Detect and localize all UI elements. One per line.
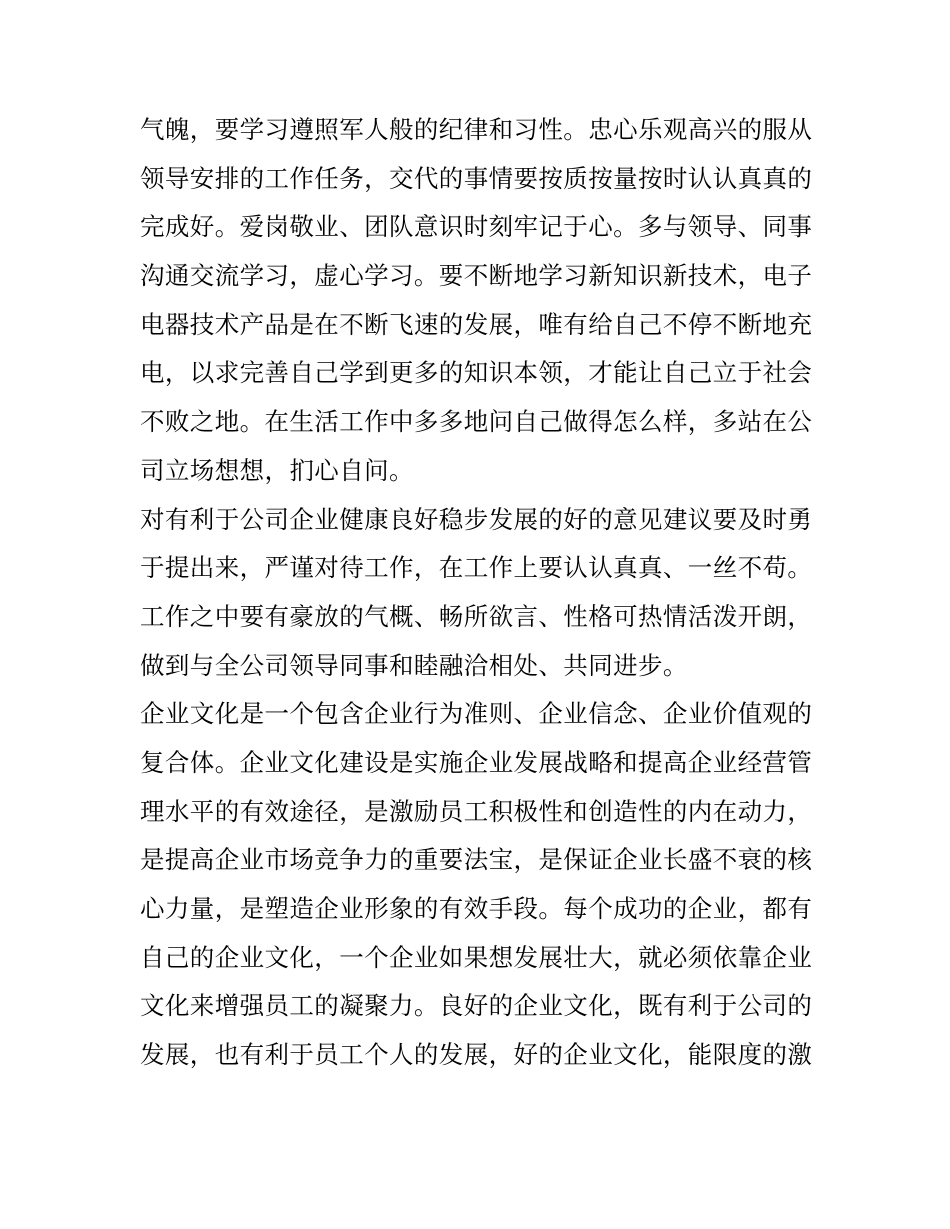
text-line: 自己的企业文化，一个企业如果想发展壮大，就必须依靠企业 (140, 942, 813, 972)
text-line: 司立场想想，扪心自问。 (140, 455, 414, 485)
text-line: 完成好。爱岗敬业、团队意识时刻牢记于心。多与领导、同事 (140, 212, 813, 242)
text-line: 文化来增强员工的凝聚力。良好的企业文化，既有利于公司的 (140, 991, 813, 1021)
text-line: 工作之中要有豪放的气概、畅所欲言、性格可热情活泼开朗， (140, 601, 813, 631)
text-line: 企业文化是一个包含企业行为准则、企业信念、企业价值观的 (140, 699, 813, 729)
text-line: 气魄，要学习遵照军人般的纪律和习性。忠心乐观高兴的服从 (140, 115, 813, 144)
text-line: 于提出来，严谨对待工作，在工作上要认认真真、一丝不苟。 (140, 553, 813, 583)
text-line: 心力量，是塑造企业形象的有效手段。每个成功的企业，都有 (140, 894, 813, 923)
text-line: 沟通交流学习，虚心学习。要不断地学习新知识新技术，电子 (140, 261, 813, 291)
text-line: 对有利于公司企业健康良好稳步发展的好的意见建议要及时勇 (140, 504, 813, 534)
text-line: 电器技术产品是在不断飞速的发展，唯有给自己不停不断地充 (140, 309, 813, 339)
text-line: 发展，也有利于员工个人的发展，好的企业文化，能限度的激 (140, 1040, 813, 1070)
text-line: 电，以求完善自己学到更多的知识本领，才能让自己立于社会 (140, 358, 813, 388)
body-text (140, 106, 820, 1080)
text-line: 理水平的有效途径，是激励员工积极性和创造性的内在动力， (140, 796, 813, 826)
text-line: 不败之地。在生活工作中多多地问自己做得怎么样，多站在公 (140, 407, 813, 437)
text-line: 复合体。企业文化建设是实施企业发展战略和提高企业经营管 (140, 747, 813, 777)
text-line: 是提高企业市场竞争力的重要法宝，是保证企业长盛不衰的核 (140, 845, 813, 875)
text-line: 领导安排的工作任务，交代的事情要按质按量按时认认真真的 (140, 163, 813, 193)
text-line: 做到与全公司领导同事和睦融洽相处、共同进步。 (140, 650, 688, 680)
